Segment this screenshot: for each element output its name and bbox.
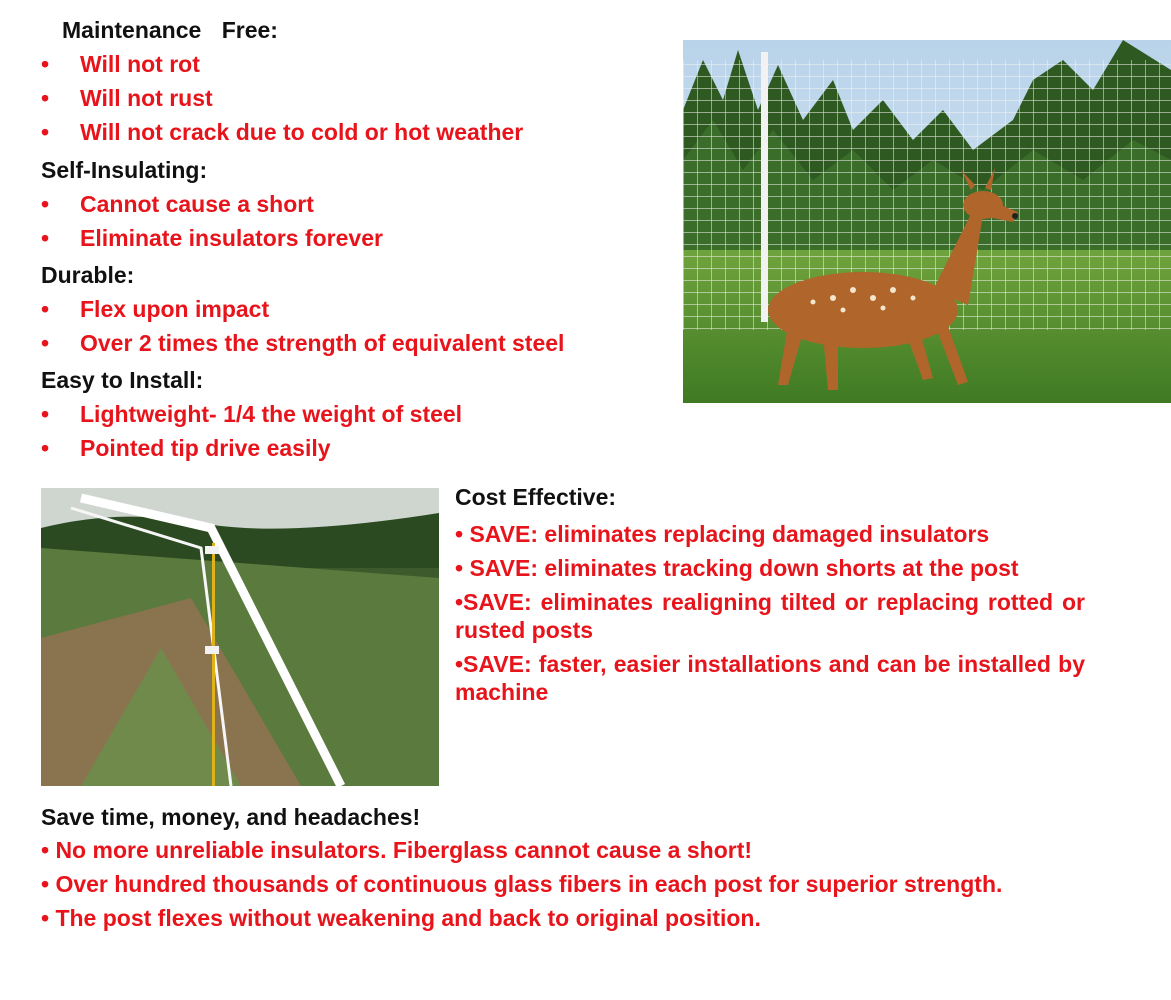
bullet: • <box>41 330 50 356</box>
list-item-text: Will not rot <box>80 51 200 77</box>
section-heading: Maintenance Free: <box>62 17 278 43</box>
section-self-insulating <box>41 153 681 255</box>
list-item <box>41 47 681 81</box>
bullet: • <box>41 191 50 217</box>
section-easy-install <box>41 363 681 465</box>
section-heading: Durable: <box>41 262 135 288</box>
list-item-text: Lightweight- 1/4 the weight of steel <box>80 401 463 427</box>
section-cost-effective <box>455 480 1085 706</box>
bullet: • <box>41 296 50 322</box>
list-item <box>41 81 681 115</box>
section-save <box>41 800 1087 932</box>
list-item <box>41 115 681 149</box>
list-item-text: Will not rust <box>80 85 213 111</box>
section-maintenance-free <box>41 13 681 149</box>
list-item <box>41 397 681 431</box>
list-item-text: Eliminate insulators forever <box>80 225 383 251</box>
section-heading: Easy to Install: <box>41 367 204 393</box>
list-item-text: Cannot cause a short <box>80 191 314 217</box>
list-item: • SAVE: eliminates replacing damaged insulators <box>455 521 990 547</box>
bullet: • <box>41 119 50 145</box>
section-durable <box>41 258 701 360</box>
list-item <box>41 431 681 465</box>
bullet: • <box>41 435 50 461</box>
bullet: • <box>41 225 50 251</box>
list-item-text: Flex upon impact <box>80 296 270 322</box>
list-item: • Over hundred thousands of continuous glass fibers in each post for superior strength. <box>41 871 1003 897</box>
list-item: • The post flexes without weakening and back to original position. <box>41 905 761 931</box>
list-item-text: Pointed tip drive easily <box>80 435 331 461</box>
list-item: • SAVE: eliminates tracking down shorts at the post <box>455 555 1019 581</box>
list-item: • No more unreliable insulators. Fiberglass cannot cause a short! <box>41 837 753 863</box>
list-item: •SAVE: eliminates realigning tilted or replacing rotted or rusted posts <box>455 589 1085 643</box>
bullet: • <box>41 51 50 77</box>
list-item <box>41 326 701 360</box>
section-heading: Cost Effective: <box>455 484 617 510</box>
list-item-text: Will not crack due to cold or hot weather <box>80 119 524 145</box>
list-item <box>41 221 681 255</box>
list-item: •SAVE: faster, easier installations and can be installed by machine <box>455 651 1085 705</box>
list-item <box>41 187 681 221</box>
bullet: • <box>41 85 50 111</box>
section-heading: Self-Insulating: <box>41 157 208 183</box>
deer-fence-photo <box>683 40 1171 403</box>
list-item <box>41 292 701 326</box>
section-heading: Save time, money, and headaches! <box>41 804 421 830</box>
list-item-text: Over 2 times the strength of equivalent steel <box>80 330 565 356</box>
bullet: • <box>41 401 50 427</box>
pasture-fence-photo <box>41 488 439 786</box>
